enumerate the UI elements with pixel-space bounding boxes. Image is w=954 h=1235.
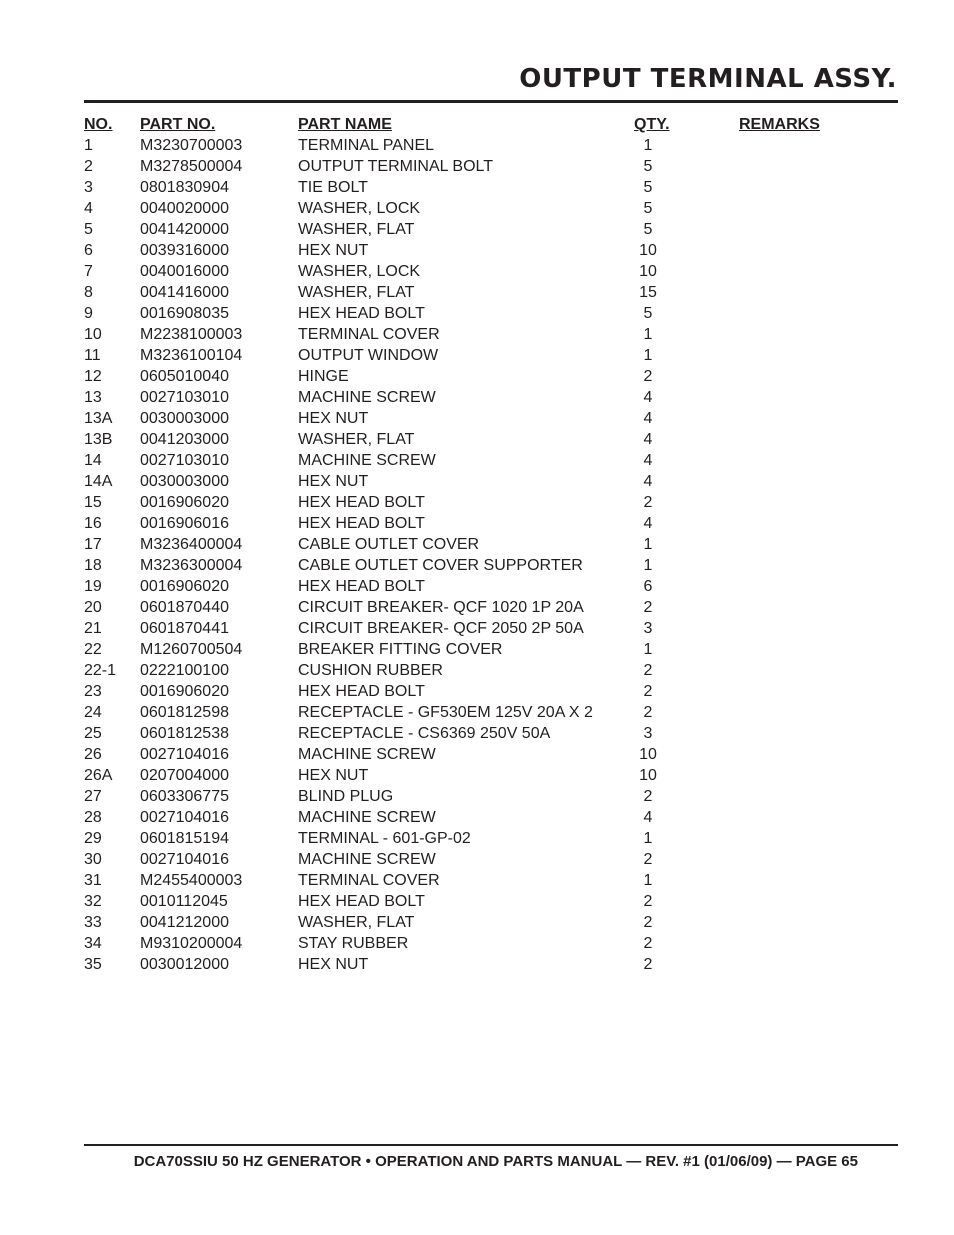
cell-no: 4: [84, 200, 93, 217]
table-row: [84, 828, 904, 849]
table-row: [84, 576, 904, 597]
cell-qty: 2: [643, 788, 653, 805]
table-row: [84, 219, 904, 240]
cell-qty: 5: [643, 200, 653, 217]
cell-part-no: 0041420000: [140, 221, 229, 238]
table-row: [84, 429, 904, 450]
cell-no: 12: [84, 368, 102, 385]
table-row: [84, 681, 904, 702]
cell-part-name: HEX HEAD BOLT: [298, 305, 425, 322]
cell-part-no: 0207004000: [140, 767, 229, 784]
cell-part-name: CIRCUIT BREAKER- QCF 1020 1P 20A: [298, 599, 584, 616]
cell-qty: 1: [643, 347, 653, 364]
cell-no: 30: [84, 851, 102, 868]
cell-qty: 15: [639, 284, 657, 301]
cell-part-name: WASHER, FLAT: [298, 914, 415, 931]
cell-part-name: RECEPTACLE - CS6369 250V 50A: [298, 725, 551, 742]
cell-no: 3: [84, 179, 93, 196]
cell-no: 23: [84, 683, 102, 700]
cell-part-no: 0041416000: [140, 284, 229, 301]
cell-no: 7: [84, 263, 93, 280]
cell-part-no: 0039316000: [140, 242, 229, 259]
cell-qty: 2: [643, 599, 653, 616]
table-row: [84, 891, 904, 912]
cell-no: 14: [84, 452, 102, 469]
cell-part-name: MACHINE SCREW: [298, 389, 436, 406]
cell-part-no: 0030003000: [140, 473, 229, 490]
cell-no: 28: [84, 809, 102, 826]
cell-part-no: 0027103010: [140, 452, 229, 469]
table-row: [84, 135, 904, 156]
cell-qty: 1: [643, 872, 653, 889]
table-row: [84, 555, 904, 576]
cell-part-name: OUTPUT WINDOW: [298, 347, 439, 364]
cell-qty: 4: [643, 452, 653, 469]
cell-part-name: BREAKER FITTING COVER: [298, 641, 503, 658]
cell-part-no: M3236400004: [140, 536, 243, 553]
cell-part-no: 0801830904: [140, 179, 229, 196]
cell-part-no: M1260700504: [140, 641, 243, 658]
table-row: [84, 849, 904, 870]
cell-part-name: TERMINAL COVER: [298, 326, 440, 343]
cell-part-no: 0601815194: [140, 830, 229, 847]
parts-table: [84, 114, 904, 975]
cell-no: 13B: [84, 431, 113, 448]
cell-no: 9: [84, 305, 93, 322]
table-row: [84, 660, 904, 681]
cell-no: 11: [84, 347, 101, 364]
table-row: [84, 765, 904, 786]
cell-qty: 5: [643, 305, 653, 322]
cell-qty: 6: [643, 578, 653, 595]
table-row: [84, 870, 904, 891]
table-row: [84, 198, 904, 219]
cell-qty: 1: [643, 536, 653, 553]
cell-qty: 10: [639, 767, 657, 784]
cell-qty: 5: [643, 179, 653, 196]
cell-part-name: WASHER, LOCK: [298, 200, 421, 217]
column-header-no: NO.: [84, 116, 113, 133]
cell-qty: 4: [643, 389, 653, 406]
table-row: [84, 282, 904, 303]
table-row: [84, 303, 904, 324]
title-divider: [84, 100, 898, 103]
cell-part-no: 0041212000: [140, 914, 229, 931]
footer-divider: [84, 1144, 898, 1146]
table-row: [84, 492, 904, 513]
cell-qty: 4: [643, 431, 653, 448]
table-row: [84, 639, 904, 660]
cell-qty: 1: [643, 326, 653, 343]
cell-part-name: CIRCUIT BREAKER- QCF 2050 2P 50A: [298, 620, 584, 637]
cell-no: 27: [84, 788, 102, 805]
cell-qty: 2: [643, 893, 653, 910]
cell-qty: 2: [643, 914, 653, 931]
table-row: [84, 366, 904, 387]
cell-part-name: CABLE OUTLET COVER: [298, 536, 480, 553]
cell-qty: 2: [643, 956, 653, 973]
cell-no: 13A: [84, 410, 113, 427]
cell-part-name: HEX HEAD BOLT: [298, 494, 425, 511]
cell-part-no: M3278500004: [140, 158, 243, 175]
cell-part-name: WASHER, FLAT: [298, 284, 415, 301]
cell-no: 2: [84, 158, 93, 175]
cell-part-name: HINGE: [298, 368, 349, 385]
table-row: [84, 912, 904, 933]
cell-part-no: 0027104016: [140, 851, 229, 868]
page-title: OUTPUT TERMINAL ASSY.: [519, 64, 897, 94]
table-row: [84, 513, 904, 534]
cell-part-no: 0027104016: [140, 746, 229, 763]
cell-no: 24: [84, 704, 102, 721]
cell-part-name: CUSHION RUBBER: [298, 662, 443, 679]
cell-qty: 1: [643, 641, 653, 658]
cell-qty: 1: [643, 137, 653, 154]
cell-part-name: OUTPUT TERMINAL BOLT: [298, 158, 493, 175]
column-header-remarks: REMARKS: [739, 116, 820, 133]
cell-qty: 2: [643, 494, 653, 511]
cell-part-no: 0016906016: [140, 515, 229, 532]
cell-part-no: 0603306775: [140, 788, 229, 805]
cell-no: 5: [84, 221, 93, 238]
cell-part-no: 0016906020: [140, 578, 229, 595]
cell-part-no: M3236100104: [140, 347, 243, 364]
cell-part-name: WASHER, LOCK: [298, 263, 421, 280]
cell-part-name: HEX NUT: [298, 956, 369, 973]
cell-part-name: TERMINAL COVER: [298, 872, 440, 889]
cell-part-name: TIE BOLT: [298, 179, 368, 196]
cell-part-no: 0601812538: [140, 725, 229, 742]
table-row: [84, 954, 904, 975]
cell-part-no: M3230700003: [140, 137, 243, 154]
table-row: [84, 723, 904, 744]
table-row: [84, 324, 904, 345]
table-row: [84, 177, 904, 198]
cell-part-name: TERMINAL PANEL: [298, 137, 435, 154]
table-row: [84, 618, 904, 639]
cell-part-no: M3236300004: [140, 557, 243, 574]
cell-part-no: 0016906020: [140, 494, 229, 511]
cell-part-no: 0030012000: [140, 956, 229, 973]
cell-qty: 2: [643, 935, 653, 952]
cell-part-no: 0040020000: [140, 200, 229, 217]
cell-no: 13: [84, 389, 102, 406]
table-row: [84, 744, 904, 765]
cell-qty: 3: [643, 725, 653, 742]
cell-qty: 5: [643, 221, 653, 238]
cell-part-name: HEX NUT: [298, 473, 369, 490]
table-row: [84, 240, 904, 261]
table-row: [84, 702, 904, 723]
cell-no: 22: [84, 641, 102, 658]
cell-part-name: RECEPTACLE - GF530EM 125V 20A X 2: [298, 704, 593, 721]
table-row: [84, 786, 904, 807]
cell-part-no: 0010112045: [140, 893, 228, 910]
cell-no: 29: [84, 830, 102, 847]
cell-part-name: TERMINAL - 601-GP-02: [298, 830, 471, 847]
cell-qty: 2: [643, 851, 653, 868]
table-row: [84, 261, 904, 282]
cell-qty: 2: [643, 683, 653, 700]
cell-qty: 2: [643, 704, 653, 721]
column-header-qty: QTY.: [634, 116, 670, 133]
cell-qty: 1: [643, 830, 653, 847]
cell-part-name: HEX HEAD BOLT: [298, 578, 425, 595]
cell-no: 19: [84, 578, 102, 595]
cell-qty: 5: [643, 158, 653, 175]
cell-no: 6: [84, 242, 93, 259]
table-row: [84, 807, 904, 828]
cell-part-name: HEX HEAD BOLT: [298, 893, 425, 910]
cell-part-no: 0222100100: [140, 662, 229, 679]
cell-qty: 10: [639, 746, 657, 763]
cell-part-name: MACHINE SCREW: [298, 452, 436, 469]
cell-part-no: 0016908035: [140, 305, 229, 322]
table-row: [84, 345, 904, 366]
cell-no: 20: [84, 599, 102, 616]
cell-part-name: HEX NUT: [298, 242, 369, 259]
cell-part-no: 0605010040: [140, 368, 229, 385]
table-row: [84, 387, 904, 408]
cell-part-no: 0601870441: [140, 620, 229, 637]
cell-qty: 10: [639, 263, 657, 280]
cell-part-no: 0027104016: [140, 809, 229, 826]
cell-no: 25: [84, 725, 102, 742]
cell-no: 26A: [84, 767, 113, 784]
cell-part-name: HEX NUT: [298, 410, 369, 427]
cell-no: 21: [84, 620, 102, 637]
cell-no: 10: [84, 326, 102, 343]
cell-no: 31: [84, 872, 102, 889]
cell-part-name: HEX NUT: [298, 767, 369, 784]
cell-qty: 2: [643, 662, 653, 679]
cell-part-name: BLIND PLUG: [298, 788, 394, 805]
table-row: [84, 408, 904, 429]
cell-qty: 4: [643, 473, 653, 490]
cell-part-no: 0601812598: [140, 704, 229, 721]
cell-qty: 3: [643, 620, 653, 637]
cell-part-no: 0041203000: [140, 431, 229, 448]
table-row: [84, 597, 904, 618]
cell-part-name: MACHINE SCREW: [298, 809, 436, 826]
cell-no: 8: [84, 284, 93, 301]
cell-qty: 2: [643, 368, 653, 385]
cell-no: 32: [84, 893, 102, 910]
cell-part-no: M9310200004: [140, 935, 243, 952]
cell-part-no: M2455400003: [140, 872, 243, 889]
table-row: [84, 156, 904, 177]
cell-part-name: WASHER, FLAT: [298, 221, 415, 238]
cell-part-name: HEX HEAD BOLT: [298, 683, 425, 700]
table-row: [84, 933, 904, 954]
cell-no: 26: [84, 746, 102, 763]
table-body: [84, 135, 904, 975]
cell-qty: 10: [639, 242, 657, 259]
cell-part-no: 0027103010: [140, 389, 229, 406]
table-header: [84, 114, 904, 135]
cell-part-no: M2238100003: [140, 326, 243, 343]
cell-part-no: 0040016000: [140, 263, 229, 280]
cell-no: 33: [84, 914, 102, 931]
cell-qty: 4: [643, 410, 653, 427]
cell-part-no: 0016906020: [140, 683, 229, 700]
cell-no: 22-1: [84, 662, 117, 679]
cell-no: 18: [84, 557, 102, 574]
table-row: [84, 534, 904, 555]
cell-part-name: MACHINE SCREW: [298, 746, 436, 763]
cell-no: 15: [84, 494, 102, 511]
cell-qty: 1: [643, 557, 653, 574]
cell-part-no: 0601870440: [140, 599, 229, 616]
cell-no: 17: [84, 536, 102, 553]
cell-qty: 4: [643, 809, 653, 826]
cell-part-name: MACHINE SCREW: [298, 851, 436, 868]
cell-no: 14A: [84, 473, 113, 490]
cell-qty: 4: [643, 515, 653, 532]
column-header-part-name: PART NAME: [298, 116, 392, 133]
table-row: [84, 471, 904, 492]
cell-part-name: WASHER, FLAT: [298, 431, 415, 448]
cell-part-no: 0030003000: [140, 410, 229, 427]
page-footer: DCA70SSIU 50 HZ GENERATOR • OPERATION AND PARTS MANUAL — REV. #1 (01/06/09) — PAGE 65: [133, 1153, 858, 1170]
column-header-part-no: PART NO.: [140, 116, 216, 133]
cell-no: 1: [84, 137, 93, 154]
cell-part-name: HEX HEAD BOLT: [298, 515, 425, 532]
cell-no: 34: [84, 935, 102, 952]
cell-part-name: CABLE OUTLET COVER SUPPORTER: [298, 557, 583, 574]
cell-part-name: STAY RUBBER: [298, 935, 409, 952]
table-row: [84, 450, 904, 471]
cell-no: 16: [84, 515, 102, 532]
cell-no: 35: [84, 956, 102, 973]
